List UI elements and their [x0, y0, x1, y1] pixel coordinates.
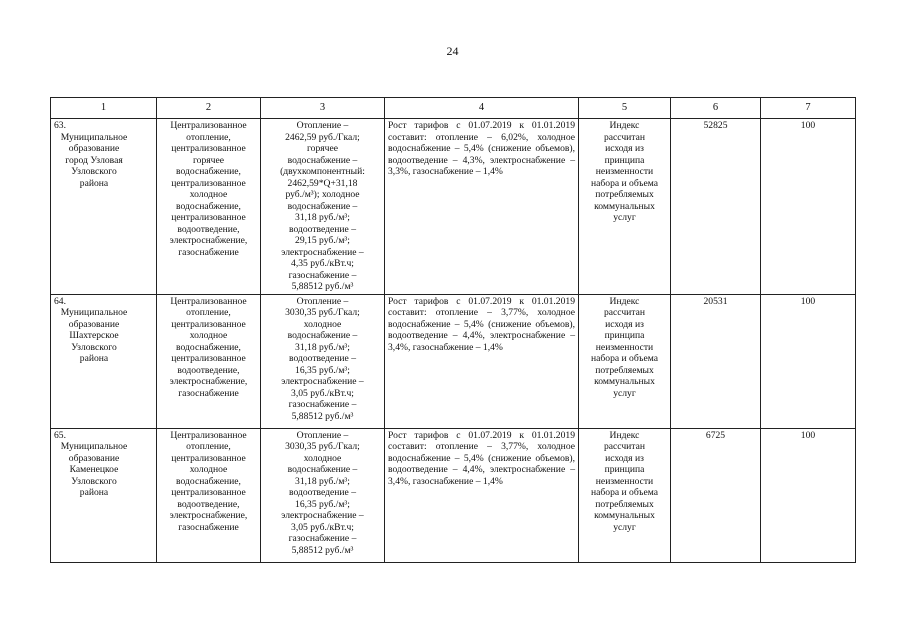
share-cell: 100: [761, 428, 856, 562]
index-cell: Индекс рассчитан исходя из принципа неизменности набора и объема потребляемых коммунальных услуг: [579, 294, 671, 428]
municipality-cell: [51, 428, 157, 562]
header-col-4: 4: [385, 98, 579, 119]
population-cell: 6725: [671, 428, 761, 562]
services-cell: Централизованное отопление, централизованное холодное водоснабжение, централизованное водоотведение, электроснабжение, газоснабжение: [157, 294, 261, 428]
header-col-1: 1: [51, 98, 157, 119]
table-row: [51, 428, 856, 562]
growth-cell: Рост тарифов с 01.07.2019 к 01.01.2019 составит: отопление – 6,02%, холодное водоснабжение – 5,4% (снижение объемов), водоотведение – 4,3%, электроснабжение – 3,3%, газоснабжение – 1,4%: [385, 119, 579, 295]
table-row: [51, 119, 856, 295]
population-cell: 52825: [671, 119, 761, 295]
services-cell: Централизованное отопление, централизованное горячее водоснабжение, централизованное холодное водоснабжение, централизованное водоотведение, электроснабжение, газоснабжение: [157, 119, 261, 295]
share-cell: 100: [761, 294, 856, 428]
municipality-name: Муниципальное образование город Узловая Узловского района: [60, 131, 128, 189]
share-cell: 100: [761, 119, 856, 295]
row-number: 64.: [54, 295, 66, 307]
header-col-5: 5: [579, 98, 671, 119]
header-col-6: 6: [671, 98, 761, 119]
municipality-name: Муниципальное образование Каменецкое Узловского района: [60, 441, 128, 498]
growth-cell: Рост тарифов с 01.07.2019 к 01.01.2019 составит: отопление – 3,77%, холодное водоснабжение – 5,4% (снижение объемов), водоотведение – 4,4%, электроснабжение – 3,4%, газоснабжение – 1,4%: [385, 428, 579, 562]
row-number: 65.: [54, 429, 66, 441]
header-row: [51, 98, 856, 119]
row-number: 63.: [54, 120, 66, 131]
header-col-2: 2: [157, 98, 261, 119]
population-cell: 20531: [671, 294, 761, 428]
header-col-7: 7: [761, 98, 856, 119]
tariffs-cell: Отопление – 3030,35 руб./Гкал; холодное водоснабжение – 31,18 руб./м³; водоотведение – 16,35 руб./м³; электроснабжение – 3,05 руб./кВт.ч; газоснабжение – 5,88512 руб./м³: [261, 294, 385, 428]
header-col-3: 3: [261, 98, 385, 119]
tariffs-cell: Отопление – 2462,59 руб./Гкал; горячее водоснабжение – (двухкомпонентный: 2462,59*Q+31,18 руб./м³); холодное водоснабжение – 31,18 руб./м³; водоотведение – 29,15 руб./м³; электроснабжение – 4,35 руб./кВт.ч; газоснабжение – 5,88512 руб./м³: [261, 119, 385, 295]
index-cell: Индекс рассчитан исходя из принципа неизменности набора и объема потребляемых коммунальных услуг: [579, 428, 671, 562]
municipality-cell: [51, 294, 157, 428]
tariffs-cell: Отопление – 3030,35 руб./Гкал; холодное водоснабжение – 31,18 руб./м³; водоотведение – 16,35 руб./м³; электроснабжение – 3,05 руб./кВт.ч; газоснабжение – 5,88512 руб./м³: [261, 428, 385, 562]
page-number: 24: [446, 44, 459, 58]
table-row: [51, 294, 856, 428]
municipality-cell: [51, 119, 157, 295]
municipality-name: Муниципальное образование Шахтерское Узловского района: [60, 307, 128, 364]
index-cell: Индекс рассчитан исходя из принципа неизменности набора и объема потребляемых коммунальных услуг: [579, 119, 671, 295]
services-cell: Централизованное отопление, централизованное холодное водоснабжение, централизованное водоотведение, электроснабжение, газоснабжение: [157, 428, 261, 562]
growth-cell: Рост тарифов с 01.07.2019 к 01.01.2019 составит: отопление – 3,77%, холодное водоснабжение – 5,4% (снижение объемов), водоотведение – 4,4%, электроснабжение – 3,4%, газоснабжение – 1,4%: [385, 294, 579, 428]
tariff-table: [50, 97, 856, 563]
